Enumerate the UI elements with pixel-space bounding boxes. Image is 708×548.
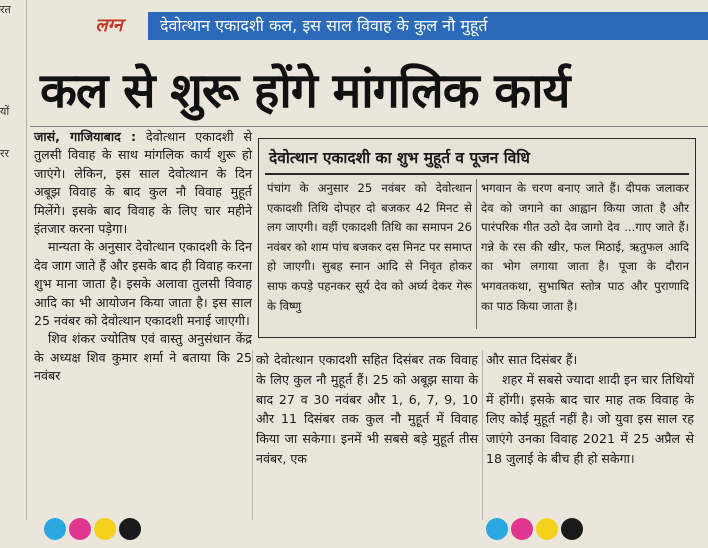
paragraph: और सात दिसंबर हैं। [486, 352, 578, 367]
cyan-dot [44, 518, 66, 540]
dateline: जासं, गाजियाबाद : [34, 129, 137, 144]
info-box-text: पंचांग के अनुसार 25 नवंबर को देवोत्थान एकादशी तिथि दोपहर दो बजकर 42 मिनट से लग जाएगी। वहीं एकादशी तिथि का समापन 26 नवंबर को शाम पांच बजकर दस मिनट पर समाप्त हो जाएगी। सुबह स्नान आदि से निवृत होकर साफ कपड़े पहनकर सूर्य देव को अर्घ्य देकर गेरू के विष्णु [267, 181, 472, 313]
yellow-dot [536, 518, 558, 540]
black-dot [119, 518, 141, 540]
section-tag: लग्न [95, 15, 123, 36]
paragraph: शहर में सबसे ज्यादा शादी इन चार तिथियों में होंगी। इसके बाद चार माह तक विवाह के लिए कोई मुहूर्त नहीं है। जो युवा इस साल रह जाएंगे उनका विवाह 2021 में 25 अप्रैल से 18 जुलाई के बीच ही हो सकेगा। [486, 371, 694, 466]
headline: कल से शुरू होंगे मांगलिक कार्य [40, 63, 570, 119]
column-divider [482, 350, 483, 520]
info-box-title: देवोत्थान एकादशी का शुभ मुहूर्त व पूजन विधि [269, 149, 530, 167]
yellow-dot [94, 518, 116, 540]
info-box-rule [265, 173, 689, 175]
edge-fragment-text: रत [0, 3, 11, 16]
paragraph: जासं, गाजियाबाद : देवोत्थान एकादशी से तुलसी विवाह के साथ मांगलिक कार्य शुरू हो जाएंगे। लेकिन, इस साल देवोत्थान के दिन अबूझ विवाह के बाद कुल नौ विवाह मुहूर्त मिलेंगे। इसके बाद विवाह के लिए चार महीने इंतजार करना पड़ेगा। [34, 129, 253, 237]
black-dot [561, 518, 583, 540]
left-column [34, 128, 252, 386]
headline-rule [30, 126, 708, 127]
paragraph: को देवोत्थान एकादशी सहित दिसंबर तक विवाह के लिए कुल नौ मुहूर्त हैं। 25 को अबूझ साया के बाद 27 व 30 नवंबर और 1, 6, 7, 9, 10 और 11 दिसंबर तक कुल नौ मुहूर्त में विवाह किया जा सकेगा। इनमें भी सबसे बड़े मुहूर्त तीस नवंबर, एक [256, 352, 478, 466]
info-box-text: भगवान के चरण बनाए जाते हैं। दीपक जलाकर देव को जगाने का आह्वान किया जाता है और पारंपरिक गीत उठो देव जागो देव ...गाए जाते हैं। गन्ने के रस की खीर, फल मिठाई, ऋतुफल आदि का भोग लगाया जाता है। पूजा के दौरान भगवतकथा, सुभाषित स्तोत्र पाठ और पुराणादि का पाठ किया जाता है। [481, 181, 689, 313]
paragraph: मान्यता के अनुसार देवोत्थान एकादशी के दिन देव जाग जाते हैं और इसके बाद ही विवाह करना शुभ माना जाता है। इसके अलावा तुलसी विवाह आदि का भी आयोजन किया जाता है। इस साल 25 नवंबर को देवोत्थान एकादशी मनाई जाएगी। [34, 239, 252, 329]
right-column [486, 350, 694, 469]
info-box [258, 138, 696, 338]
magenta-dot [69, 518, 91, 540]
middle-column [256, 350, 478, 469]
top-banner: देवोत्थान एकादशी कल, इस साल विवाह के कुल नौ मुहूर्त [148, 12, 708, 40]
column-divider [252, 350, 253, 520]
edge-fragment-text: यों [0, 105, 10, 118]
info-box-divider [476, 179, 477, 329]
registration-marks [486, 518, 583, 540]
magenta-dot [511, 518, 533, 540]
cyan-dot [486, 518, 508, 540]
edge-fragment-text: रर [0, 147, 9, 160]
paragraph: शिव शंकर ज्योतिष एवं वास्तु अनुसंधान केंद्र के अध्यक्ष शिव कुमार शर्मा ने बताया कि 25 नवंबर [34, 331, 252, 384]
column-divider [26, 0, 27, 520]
registration-marks [44, 518, 141, 540]
